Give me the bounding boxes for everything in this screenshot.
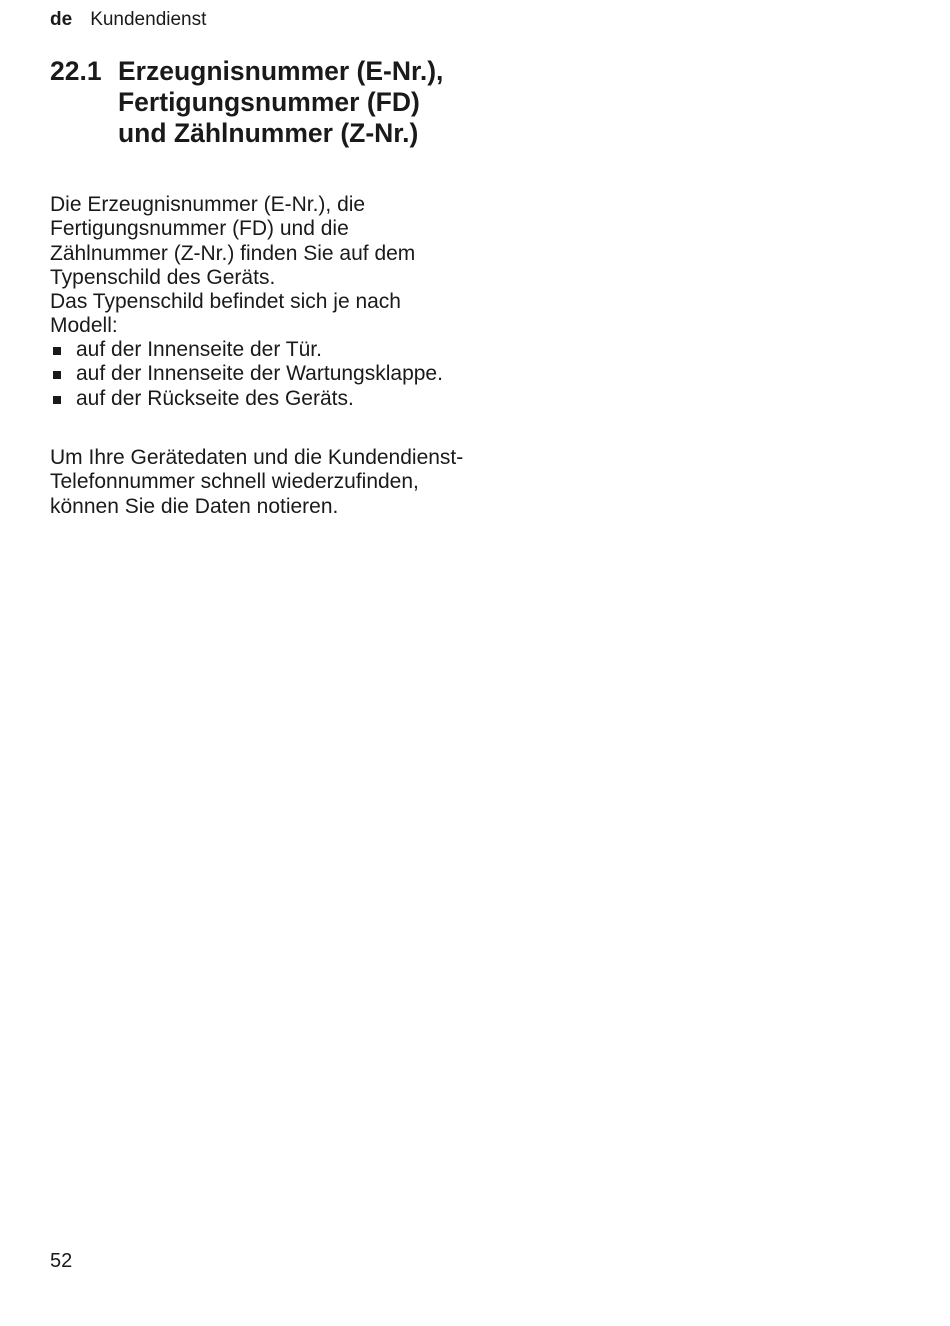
location-text: Das Typenschild befindet sich je nach Modell: [50, 290, 401, 338]
list-item-text: auf der Innenseite der Wartungsklappe. [76, 362, 443, 386]
intro-paragraph [50, 193, 470, 290]
list-item [50, 338, 470, 362]
intro-text: Die Erzeugnisnummer (E-Nr.), die Fertigungsnummer (FD) und die Zählnummer (Z-Nr.) finden Sie auf dem Typenschild des Geräts. [50, 193, 416, 289]
closing-text: Um Ihre Gerätedaten und die Kundendienst-Telefonnummer schnell wiederzufinden, können Sie die Daten notieren. [50, 446, 464, 518]
location-list [50, 338, 470, 411]
section-title: Erzeugnisnummer (E-Nr.), Fertigungsnummer (FD) und Zählnummer (Z-Nr.) [118, 56, 444, 148]
page-header [50, 8, 206, 32]
section-heading [50, 56, 470, 149]
list-item [50, 362, 470, 386]
square-bullet-icon [53, 371, 61, 379]
square-bullet-icon [53, 396, 61, 404]
language-code: de [50, 9, 73, 30]
list-item-text: auf der Innenseite der Tür. [76, 338, 322, 361]
page-number: 52 [50, 1250, 73, 1272]
list-item-text: auf der Rückseite des Geräts. [76, 386, 354, 410]
section-number: 22.1 [50, 56, 102, 86]
list-item [50, 387, 470, 411]
closing-paragraph [50, 446, 470, 519]
square-bullet-icon [53, 347, 61, 355]
location-paragraph [50, 290, 470, 339]
chapter-title: Kundendienst [90, 9, 207, 30]
